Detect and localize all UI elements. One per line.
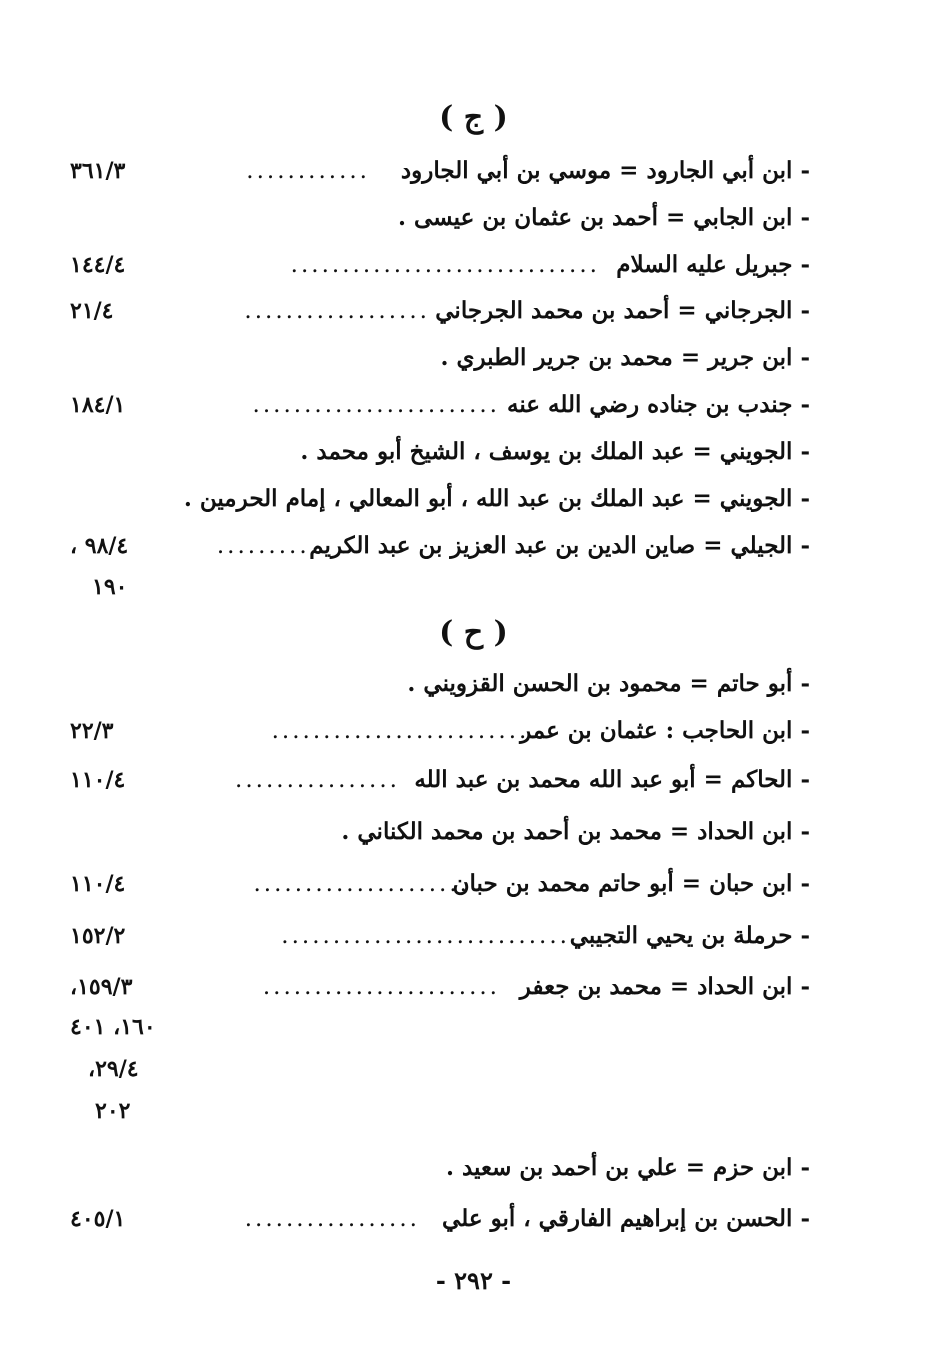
index-entry [60, 437, 810, 477]
index-entry [60, 390, 810, 430]
entry-reference: ١٥٩/٣، [70, 974, 133, 1000]
entry-name: - ابن الحاجب : عثمان بن عمر [520, 717, 810, 744]
entry-name: - أبو حاتم = محمود بن الحسن القزويني . [407, 670, 810, 697]
leader-dots: .......... [216, 533, 320, 559]
entry-reference-continuation: ١٩٠ [92, 574, 128, 600]
leader-dots: .................. [244, 298, 430, 324]
entry-name: - الحاكم = أبو عبد الله محمد بن عبد الله [414, 766, 810, 793]
entry-name: - ابن الحداد = محمد بن جعفر [519, 973, 810, 1000]
entry-name: - ابن أبي الجارود = موسي بن أبي الجارود [400, 157, 810, 184]
entry-reference: ١٤٤/٤ [70, 252, 126, 278]
entry-name: - ابن الجابي = أحمد بن عثمان بن عيسى . [397, 204, 810, 231]
entry-name: - الجويني = عبد الملك بن يوسف ، الشيخ أبو محمد . [300, 438, 810, 465]
leader-dots: ............ [246, 158, 370, 184]
entry-reference: ٢٢/٣ [70, 718, 114, 744]
entry-reference-continuation: ١٦٠، ٤٠١ [70, 1014, 156, 1040]
index-entry [60, 817, 810, 857]
entry-reference: ١١٠/٤ [70, 767, 126, 793]
section-heading-hah: ( ح ) [439, 615, 508, 650]
leader-dots: .............................. [290, 252, 600, 278]
entry-reference: ٩٨/٤ ، [70, 533, 129, 559]
index-entry [60, 203, 810, 243]
index-entry [60, 1153, 810, 1193]
entry-name: - الحسن بن إبراهيم الفارقي ، أبو علي [442, 1205, 810, 1232]
entry-reference: ١١٠/٤ [70, 871, 126, 897]
leader-dots: ........................ [252, 392, 500, 418]
index-entry [60, 484, 810, 524]
entry-name: - ابن جرير = محمد بن جرير الطبري . [440, 344, 810, 371]
entry-reference: ٤٠٥/١ [70, 1206, 126, 1232]
leader-dots: ................. [244, 1206, 420, 1232]
entry-reference: ١٨٤/١ [70, 392, 126, 418]
entry-reference: ١٥٢/٢ [70, 923, 126, 949]
index-entry [60, 765, 810, 805]
leader-dots: ....................... [262, 974, 500, 1000]
entry-name: - الجويني = عبد الملك بن عبد الله ، أبو المعالي ، إمام الحرمين . [183, 485, 810, 512]
entry-name: - جبريل عليه السلام [616, 251, 810, 278]
entry-name: - جندب بن جناده رضي الله عنه [507, 391, 810, 418]
index-entry [60, 1204, 810, 1244]
section-heading-jeem: ( ج ) [439, 100, 508, 135]
entry-name: - ابن الحداد = محمد بن أحمد بن محمد الكناني . [341, 818, 810, 845]
entry-name: - ابن حزم = علي بن أحمد بن سعيد . [445, 1154, 810, 1181]
entry-reference: ٢١/٤ [70, 298, 114, 324]
index-entry [60, 921, 810, 961]
entry-name: - الجرجاني = أحمد بن محمد الجرجاني [435, 297, 810, 324]
entry-name: - حرملة بن يحيي التجيبي [569, 922, 810, 949]
index-entry [60, 716, 810, 756]
leader-dots: ........................... [271, 718, 550, 744]
leader-dots: ..................... [253, 871, 470, 897]
index-entry [60, 531, 810, 571]
leader-dots: ................ [235, 767, 400, 793]
entry-reference-continuation: ٢٠٢ [95, 1098, 131, 1124]
index-entry [60, 296, 810, 336]
entry-reference: ٣٦١/٣ [70, 158, 126, 184]
entry-reference-continuation: ٢٩/٤، [88, 1056, 139, 1082]
index-entry [60, 343, 810, 383]
index-entry [60, 250, 810, 290]
index-entry [60, 156, 810, 196]
page-number: - ٢٩٢ - [435, 1266, 512, 1295]
index-entry [60, 869, 810, 909]
index-entry [60, 669, 810, 709]
leader-dots: ............................ [281, 923, 570, 949]
index-entry [60, 972, 810, 1012]
entry-name: - ابن حبان = أبو حاتم محمد بن حبان [452, 870, 810, 897]
entry-name: - الجيلي = صاين الدين بن عبد العزيز بن عبد الكريم [309, 532, 810, 559]
